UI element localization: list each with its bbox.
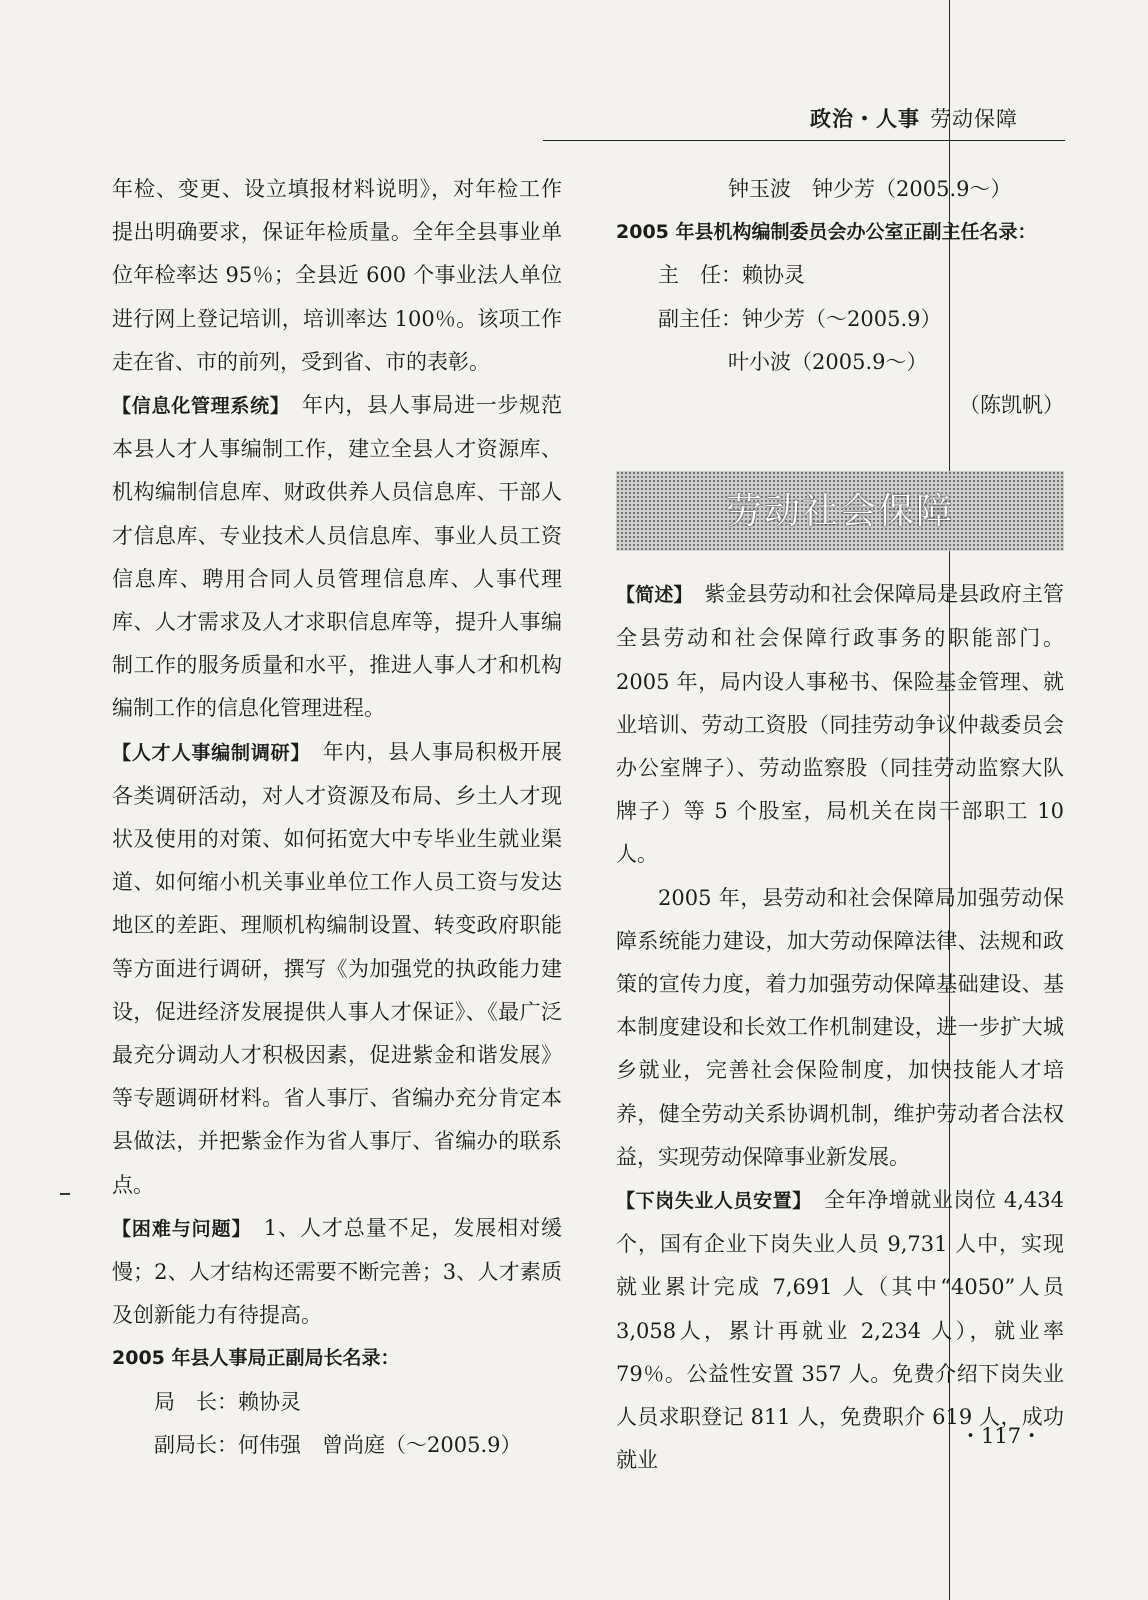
header-section: 政治・人事 [810, 107, 920, 131]
text-overview: 紫金县劳动和社会保障局是县政府主管全县劳动和社会保障行政事务的职能部门。2005 年，局内设人事秘书、保险基金管理、就业培训、劳动工资股（同挂劳动争议仲裁委员会办公室牌子）、劳动监察股（同挂劳动监察大队牌子）等 5 个股室，局机关在岗干部职工 10 人。 [616, 582, 1064, 867]
right-column [616, 168, 1064, 1482]
left-column [112, 168, 562, 1467]
paragraph-research [112, 731, 562, 1207]
text-info-system: 年内，县人事局进一步规范本县人才人事编制工作，建立全县人才资源库、机构编制信息库、财政供养人员信息库、干部人才信息库、专业技术人员信息库、事业人员工资信息库、聘用合同人员管理信息库、人事代理库、人才需求及人才求职信息库等，提升人事编制工作的服务质量和水平，推进人事人才和机构编制工作的信息化管理进程。 [112, 393, 563, 721]
bureau-list-title: 2005 年县人事局正副局长名录： [112, 1347, 400, 1370]
running-header [810, 103, 1018, 133]
paragraph-overview [616, 573, 1064, 876]
paragraph-annual-inspection: 年检、变更、设立填报材料说明》，对年检工作提出明确要求，保证年检质量。全年全县事业单位年检率达 95％；全县近 600 个事业法人单位进行网上登记培训，培训率达 100％。该项工作走在省、市的前列，受到省、市的表彰。 [112, 177, 562, 374]
bureau-director: 局 长：赖协灵 [154, 1389, 301, 1414]
bureau-deputies-cont: 钟玉波 钟少芳（2005.9～） [728, 177, 1012, 201]
keyword-reemployment: 【下岗失业人员安置】 [616, 1190, 803, 1213]
header-rule [543, 140, 1065, 141]
keyword-info-system: 【信息化管理系统】 [112, 395, 281, 418]
bureau-deputies: 副局长：何伟强 曾尚庭（～2005.9） [154, 1432, 522, 1457]
author-credit: （陈凯帆） [959, 393, 1064, 418]
keyword-problems: 【困难与问题】 [112, 1217, 242, 1240]
paragraph-problems [112, 1207, 562, 1338]
office-deputy: 副主任：钟少芳（～2005.9） [658, 306, 942, 331]
office-list-title: 2005 年县机构编制委员会办公室正副主任名录： [616, 221, 1037, 244]
text-problems: 1、人才总量不足，发展相对缓慢；2、人才结构还需要不断完善；3、人才素质及创新能力有待提高。 [112, 1215, 562, 1328]
paragraph-2005-summary: 2005 年，县劳动和社会保障局加强劳动保障系统能力建设，加大劳动保障法律、法规和政策的宣传力度，着力加强劳动保障基础建设、基本制度建设和长效工作机制建设，进一步扩大城乡就业，完善社会保险制度，加快技能人才培养，健全劳动关系协调机制，维护劳动者合法权益，实现劳动保障事业新发展。 [616, 885, 1064, 1169]
paragraph-info-system [112, 384, 562, 731]
text-reemployment: 全年净增就业岗位 4,434个，国有企业下岗失业人员 9,731 人中，实现就业累计完成 7,691 人（其中“4050”人员 3,058人，累计再就业 2,234 人），就业率 79％。公益性安置 357 人。免费介绍下岗失业人员求职登记 811 人，免费职介 619 人，成功就业 [616, 1188, 1065, 1473]
header-subsection: 劳动保障 [930, 107, 1018, 131]
office-director: 主 任：赖协灵 [658, 263, 805, 288]
office-deputy-2: 叶小波（2005.9～） [728, 349, 928, 374]
keyword-overview: 【简述】 [616, 584, 684, 607]
section-banner-title: 劳动社会保障 [725, 490, 954, 532]
text-research: 年内，县人事局积极开展各类调研活动，对人才资源及布局、乡土人才现状及使用的对策、如何拓宽大中专毕业生就业渠道、如何缩小机关事业单位工作人员工资与发达地区的差距、理顺机构编制设置、转变政府职能等方面进行调研，撰写《为加强党的执政能力建设，促进经济发展提供人事人才保证》、《最广泛最充分调动人才积极因素，促进紫金和谐发展》等专题调研材料。省人事厅、省编办充分肯定本县做法，并把紫金作为省人事厅、省编办的联系点。 [112, 739, 562, 1197]
keyword-research: 【人才人事编制调研】 [112, 741, 301, 764]
page-number: ・117・ [960, 1424, 1043, 1448]
scan-mark [60, 1193, 70, 1195]
section-banner [616, 471, 1064, 551]
